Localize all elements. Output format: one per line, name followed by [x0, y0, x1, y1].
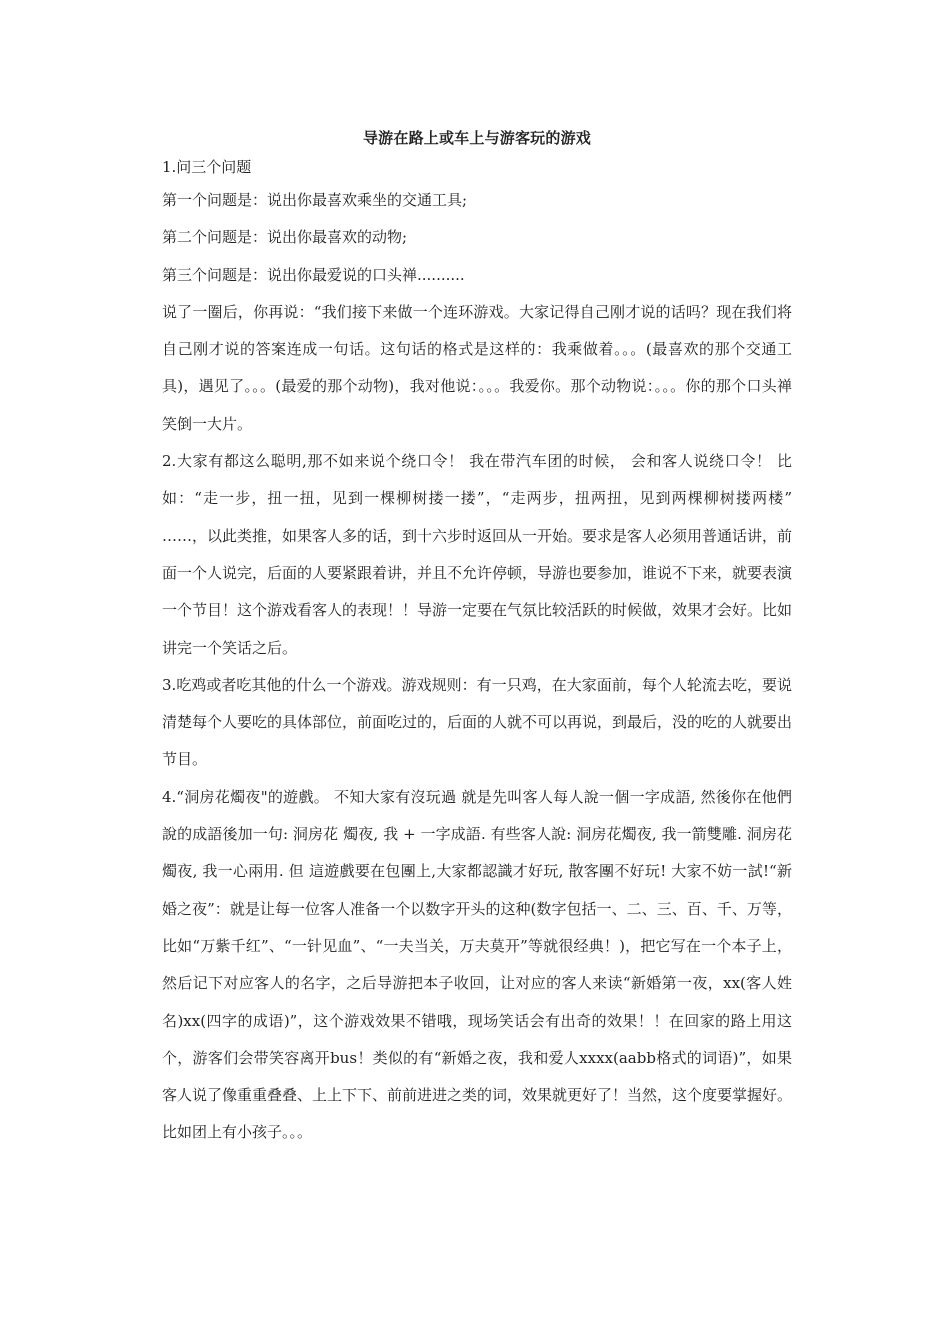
paragraph-section-3-chicken-game: 3.吃鸡或者吃其他的什么一个游戏。游戏规则：有一只鸡，在大家面前，每个人轮流去吃，要说清楚每个人要吃的具体部位，前面吃过的，后面的人就不可以再说，到最后，没的吃的人就要出节目。: [162, 675, 793, 769]
paragraph-section-2-tongue-twister: 2.大家有都这么聪明,那不如来说个绕口令！ 我在带汽车团的时候， 会和客人说绕口令！ 比如：“走一步，扭一扭，见到一棵柳树搂一搂”，“走两步，扭两扭，见到两棵柳树搂两楼” ……，以此类推，如果客人多的话，到十六步时返回从一开始。要求是客人必须用普通话讲，前面一个人说完，后面的人要紧跟着讲，并且不允许停顿，导游也要参加，谁说不下来，就要表演一个节目！这个游戏看客人的表现！！导游一定要在气氛比较活跃的时候做，效果才会好。比如讲完一个笑话之后。: [162, 452, 793, 657]
paragraph-question-1: 第一个问题是：说出你最喜欢乘坐的交通工具;: [162, 191, 468, 209]
paragraph-chain-game: 说了一圈后，你再说：“我们接下来做一个连环游戏。大家记得自己刚才说的话吗？现在我们将自己刚才说的答案连成一句话。这句话的格式是这样的：我乘做着。。。(最喜欢的那个交通工具)，遇见了。。。(最爱的那个动物)，我对他说：。。。我爱你。那个动物说：。。。你的那个口头禅 笑倒一大片。: [162, 302, 792, 433]
paragraph-section-4-wedding-night-game: 4.“洞房花燭夜"的遊戲。 不知大家有沒玩過 就是先叫客人每人說一個一字成語, 然後你在他們說的成語後加一句: 洞房花 燭夜, 我 + 一字成語. 有些客人說: 洞房花燭夜, 我一箭雙雕. 洞房花燭夜, 我一心兩用. 但 這遊戲要在包團上,大家都認識才好玩, 散客團不好玩! 大家不妨一試!“新婚之夜”：就是让每一位客人准备一个以数字开头的这种(数字包括一、二、三、百、千、万等，比如“万紫千红”、“一针见血”、“一夫当关，万夫莫开”等就很经典！)，把它写在一个本子上，然后记下对应客人的名字，之后导游把本子收回，让对应的客人来读“新婚第一夜，xx(客人姓名)xx(四字的成语)”，这个游戏效果不错哦，现场笑话会有出奇的效果！！在回家的路上用这个，游客们会带笑容离开bus！类似的有“新婚之夜，我和爱人xxxx(aabb格式的词语)”，如果客人说了像重重叠叠、上上下下、前前进进之类的词，效果就更好了！当然，这个度要掌握好。比如团上有小孩子。。。: [162, 787, 793, 1142]
document-title: 导游在路上或车上与游客玩的游戏: [362, 129, 591, 147]
paragraph-question-3: 第三个问题是：说出你最爱说的口头禅..........: [162, 265, 465, 284]
paragraph-question-2: 第二个问题是：说出你最喜欢的动物;: [162, 228, 408, 247]
document-body: [162, 126, 792, 1152]
paragraph-section-1-heading: 1.问三个问题: [162, 158, 252, 176]
